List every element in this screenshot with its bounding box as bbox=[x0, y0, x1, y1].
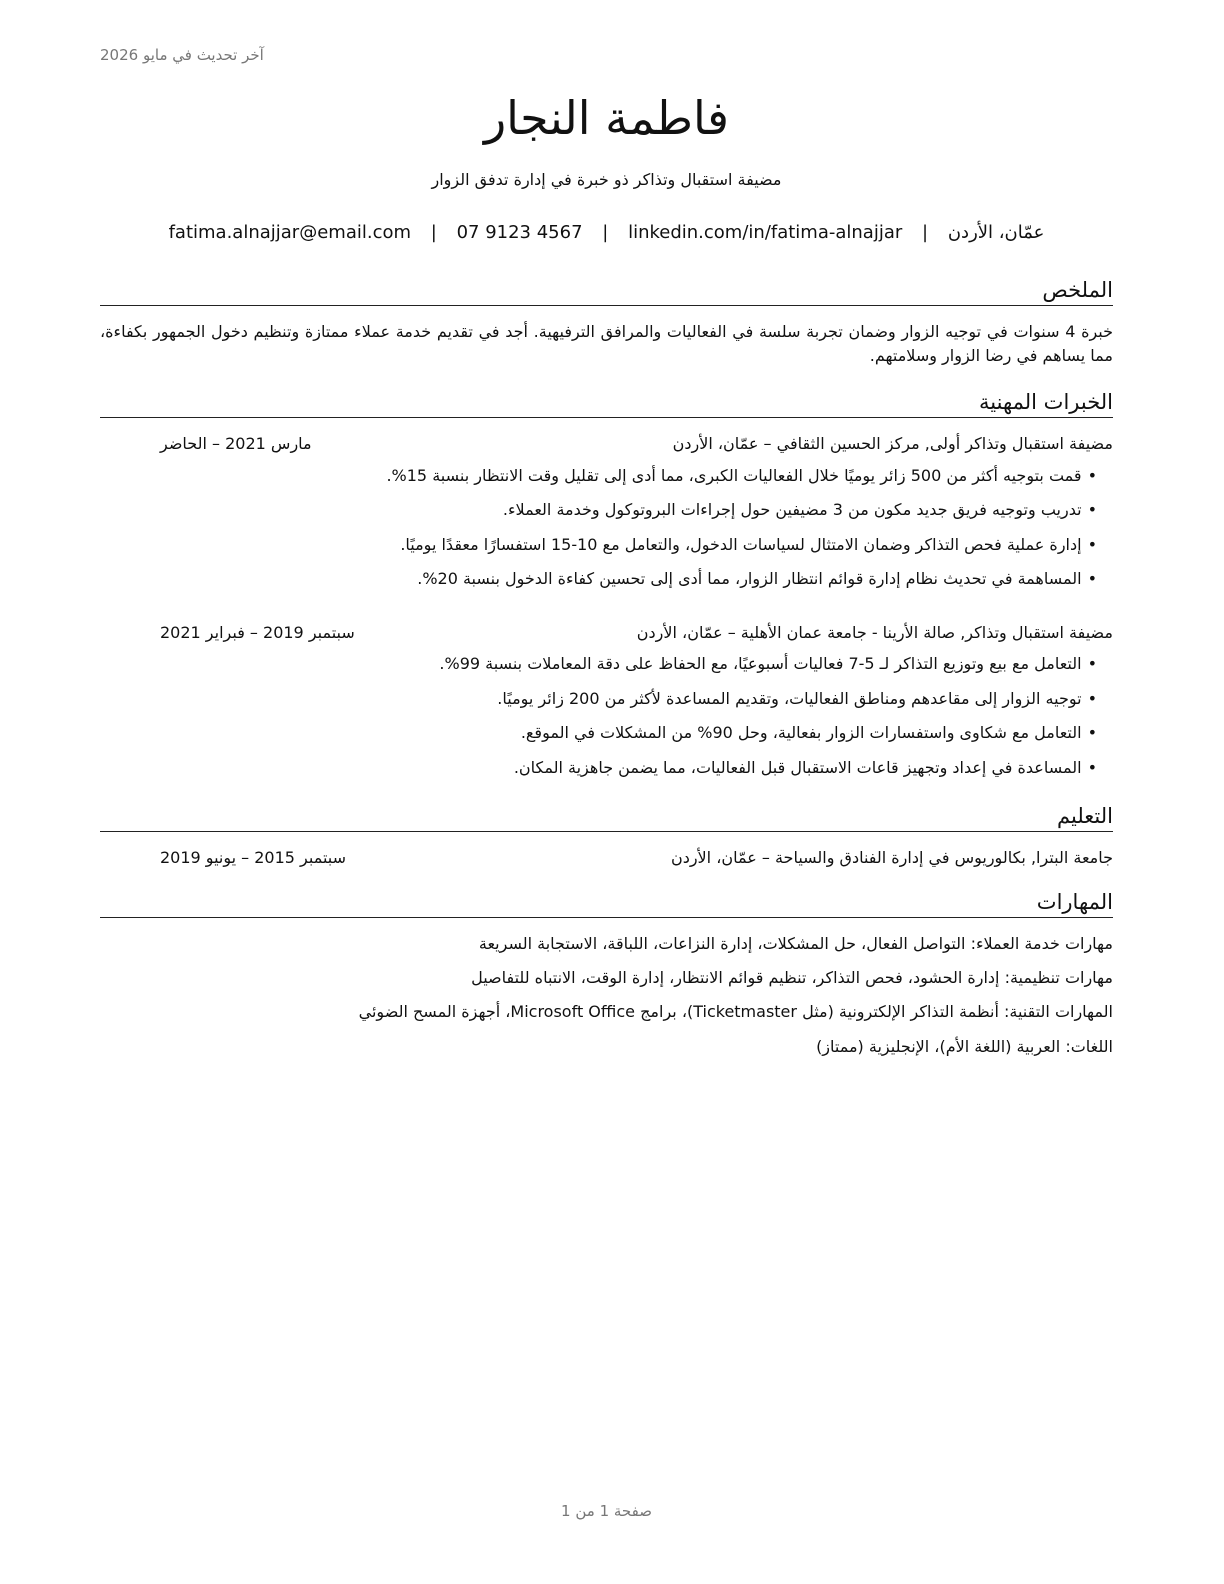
skill-line: مهارات تنظيمية: إدارة الحشود، فحص التذاكر، تنظيم قوائم الانتظار، إدارة الوقت، الانتباه للتفاصيل bbox=[471, 968, 1113, 987]
education-entry bbox=[100, 847, 1113, 869]
job-bullet: •إدارة عملية فحص التذاكر وضمان الامتثال لسياسات الدخول، والتعامل مع 10-15 استفسارًا معقدًا يوميًا. bbox=[400, 535, 1097, 554]
job-bullet: •المساهمة في تحديث نظام إدارة قوائم انتظار الزوار، مما أدى إلى تحسين كفاءة الدخول بنسبة 20%. bbox=[417, 569, 1097, 588]
section-title-education: التعليم bbox=[100, 802, 1113, 832]
contact-phone[interactable]: 07 9123 4567 bbox=[456, 222, 583, 243]
summary-text: خبرة 4 سنوات في توجيه الزوار وضمان تجربة سلسة في الفعاليات والمرافق الترفيهية. أجد في تقديم خدمة عملاء ممتازة وتنظيم دخول الجمهور بكفاءة، مما يساهم في رضا الزوار وسلامتهم. bbox=[100, 322, 1114, 365]
contact-separator: | bbox=[602, 222, 609, 243]
section-title-summary: الملخص bbox=[100, 276, 1113, 306]
candidate-name: فاطمة النجار bbox=[483, 91, 730, 145]
skill-line: المهارات التقنية: أنظمة التذاكر الإلكترونية (مثل Ticketmaster)، برامج Microsoft Office، أجهزة المسح الضوئي bbox=[358, 1002, 1113, 1021]
contact-separator: | bbox=[922, 222, 929, 243]
job-dates: سبتمبر 2019 – فبراير 2021 bbox=[160, 623, 355, 642]
skill-line: اللغات: العربية (اللغة الأم)، الإنجليزية (ممتاز) bbox=[816, 1037, 1113, 1056]
job-header bbox=[100, 433, 1113, 455]
headline: مضيفة استقبال وتذاكر ذو خبرة في إدارة تدفق الزوار bbox=[431, 170, 782, 189]
education-degree: جامعة البترا, بكالوريوس في إدارة الفنادق والسياحة – عمّان، الأردن bbox=[670, 848, 1113, 867]
last-updated: آخر تحديث في مايو 2026 bbox=[100, 46, 264, 64]
contact-email[interactable]: fatima.alnajjar@email.com bbox=[168, 222, 412, 243]
job-bullet: •التعامل مع شكاوى واستفسارات الزوار بفعالية، وحل 90% من المشكلات في الموقع. bbox=[520, 723, 1097, 742]
job-header bbox=[100, 622, 1113, 644]
section-title-skills: المهارات bbox=[100, 888, 1113, 918]
job-bullet: •توجيه الزوار إلى مقاعدهم ومناطق الفعاليات، وتقديم المساعدة لأكثر من 200 زائر يوميًا. bbox=[497, 689, 1097, 708]
resume-page bbox=[100, 0, 1113, 1584]
job-bullet: •قمت بتوجيه أكثر من 500 زائر يوميًا خلال الفعاليات الكبرى، مما أدى إلى تقليل وقت الانتظار بنسبة 15%. bbox=[386, 466, 1097, 485]
job-dates: مارس 2021 – الحاضر bbox=[160, 434, 312, 453]
contact-line bbox=[100, 222, 1113, 243]
page-number: صفحة 1 من 1 bbox=[561, 1502, 652, 1520]
section-title-experience: الخبرات المهنية bbox=[100, 388, 1113, 418]
job-title: مضيفة استقبال وتذاكر أولى, مركز الحسين الثقافي – عمّان، الأردن bbox=[672, 434, 1113, 453]
education-dates: سبتمبر 2015 – يونيو 2019 bbox=[160, 848, 347, 867]
job-bullet: •تدريب وتوجيه فريق جديد مكون من 3 مضيفين حول إجراءات البروتوكول وخدمة العملاء. bbox=[502, 500, 1097, 519]
contact-location: عمّان، الأردن bbox=[947, 222, 1045, 243]
job-bullet: •التعامل مع بيع وتوزيع التذاكر لـ 5-7 فعاليات أسبوعيًا، مع الحفاظ على دقة المعاملات بنسبة 99%. bbox=[439, 654, 1097, 673]
contact-linkedin[interactable]: linkedin.com/in/fatima-alnajjar bbox=[628, 222, 903, 243]
job-title: مضيفة استقبال وتذاكر, صالة الأرينا - جامعة عمان الأهلية – عمّان، الأردن bbox=[636, 623, 1113, 642]
skill-line: مهارات خدمة العملاء: التواصل الفعال، حل المشكلات، إدارة النزاعات، اللباقة، الاستجابة السريعة bbox=[478, 934, 1113, 953]
job-bullet: •المساعدة في إعداد وتجهيز قاعات الاستقبال قبل الفعاليات، مما يضمن جاهزية المكان. bbox=[513, 758, 1097, 777]
contact-separator: | bbox=[430, 222, 437, 243]
